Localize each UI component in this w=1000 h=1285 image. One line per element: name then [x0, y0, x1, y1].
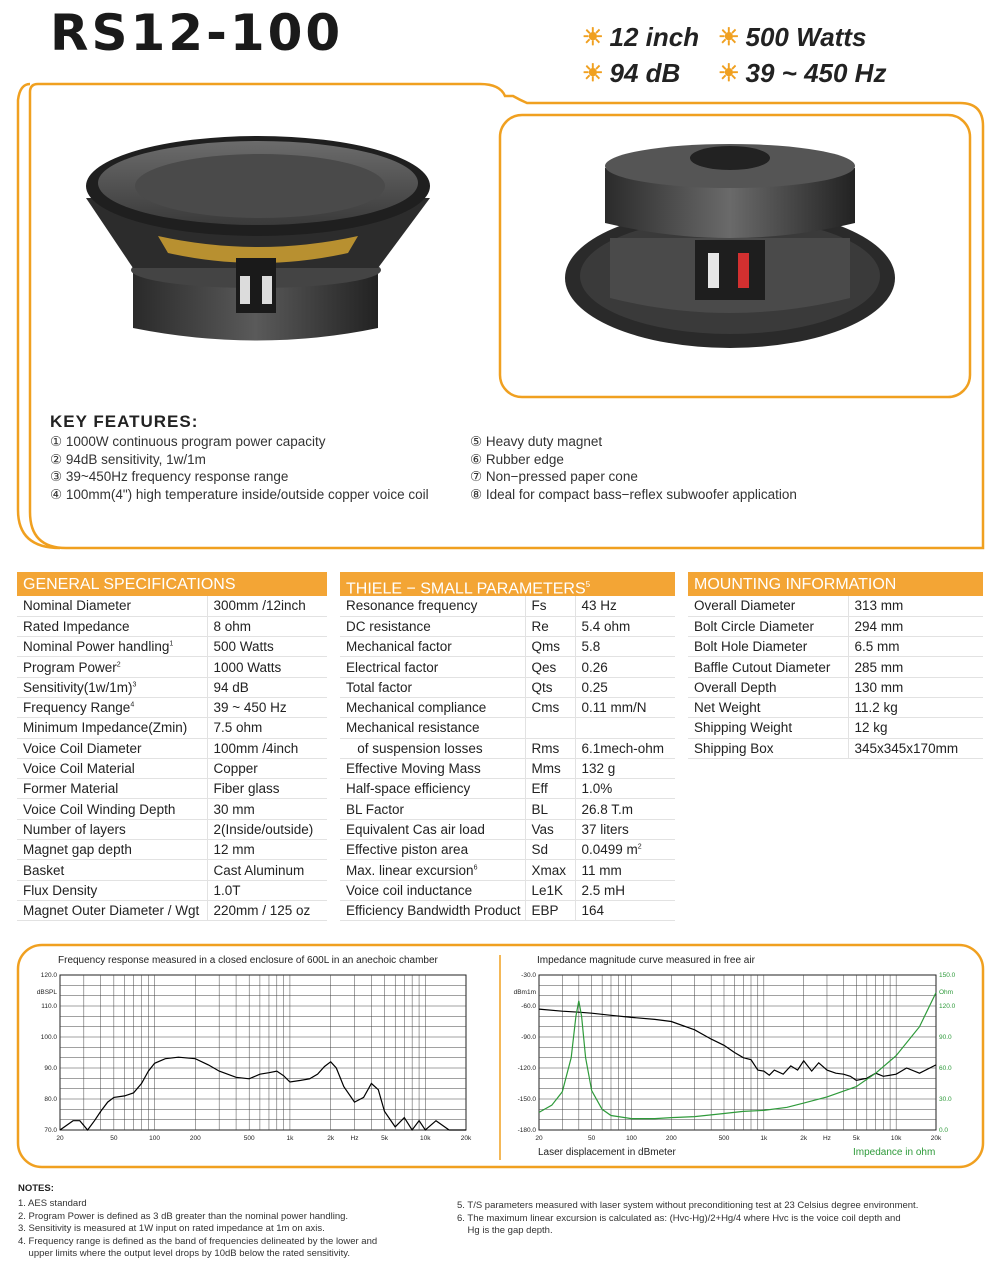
- param-label: of suspension losses: [340, 738, 525, 758]
- x-tick-label: 500: [718, 1135, 730, 1142]
- mount-value: 345x345x170mm: [848, 738, 983, 758]
- table-row: [340, 860, 675, 880]
- table-row: [340, 657, 675, 677]
- table-row: [17, 840, 327, 860]
- y-tick-label: -60.0: [521, 1003, 536, 1010]
- param-symbol: Mms: [525, 758, 575, 778]
- x-tick-label: 20: [535, 1135, 543, 1142]
- x-tick-label: 50: [588, 1135, 596, 1142]
- param-value: 5.8: [575, 637, 675, 657]
- table-row: [688, 637, 983, 657]
- mount-label: Shipping Weight: [688, 718, 848, 738]
- note-item: 1. AES standard: [18, 1198, 87, 1209]
- table-row: [340, 758, 675, 778]
- notes-title: NOTES:: [18, 1183, 54, 1194]
- general-spec-table: [17, 596, 327, 921]
- table-row: [17, 677, 327, 697]
- y-tick-label: -180.0: [517, 1127, 536, 1134]
- spec-label: Frequency Range$^4$: [17, 697, 207, 717]
- param-value: 37 liters: [575, 819, 675, 839]
- imp-chart-title: Impedance magnitude curve measured in free air: [537, 955, 755, 966]
- x-tick-label: 5k: [381, 1135, 388, 1142]
- x-tick-label: 200: [189, 1135, 201, 1142]
- spec-label: $Sensitivity(1w/1m)^3$: [17, 677, 207, 697]
- spec-value: 7.5 ohm: [207, 718, 327, 738]
- y-tick-label: 80.0: [44, 1096, 57, 1103]
- param-label: Voice coil inductance: [340, 880, 525, 900]
- param-value: 164: [575, 900, 675, 920]
- table-row: [17, 799, 327, 819]
- spec-label: Former Material: [17, 779, 207, 799]
- feature-item: ① 1000W continuous program power capacity: [50, 434, 326, 449]
- table-row: [340, 596, 675, 616]
- spec-value: 8 ohm: [207, 616, 327, 636]
- feature-item: ⑧ Ideal for compact bass−reflex subwoofer application: [470, 486, 797, 502]
- footnote-ref: 1: [169, 640, 174, 648]
- param-value: 0.25: [575, 677, 675, 697]
- x-tick-label: 100: [626, 1135, 637, 1142]
- spec-label: Nominal Diameter: [17, 596, 207, 616]
- param-symbol: Rms: [525, 738, 575, 758]
- mounting-table: [688, 596, 983, 759]
- x-tick-label: 200: [665, 1135, 677, 1142]
- spec-value: 1000 Watts: [207, 657, 327, 677]
- mount-label: Net Weight: [688, 697, 848, 717]
- mount-label: Baffle Cutout Diameter: [688, 657, 848, 677]
- mount-value: 130 mm: [848, 677, 983, 697]
- features-title: KEY FEATURES:: [50, 412, 199, 431]
- x-tick-label: 500: [243, 1135, 255, 1142]
- table-row: [340, 697, 675, 717]
- param-value: 132 g: [575, 758, 675, 778]
- table-row: [340, 840, 675, 860]
- headline-power: [718, 22, 866, 53]
- table-row: [17, 900, 327, 920]
- x-tick-label: 10k: [420, 1135, 431, 1142]
- y-tick-label: 90.0: [44, 1065, 57, 1072]
- note-item: 4. Frequency range is defined as the band of frequencies delineated by the lower and: [18, 1235, 378, 1247]
- y2-tick-label: 60.0: [939, 1065, 952, 1072]
- model-title: RS12-100: [50, 4, 344, 62]
- headline-range-text: 39 ~ 450 Hz: [745, 58, 887, 88]
- table-row: [688, 657, 983, 677]
- table-row: [17, 616, 327, 636]
- feature-item: ⑥ Rubber edge: [470, 451, 564, 467]
- spec-value: 300mm /12inch: [207, 596, 327, 616]
- footnote-ref: 6: [473, 864, 478, 871]
- param-value: 0.26: [575, 657, 675, 677]
- features-left: [50, 433, 429, 503]
- param-value: 5.4 ohm: [575, 616, 675, 636]
- spec-label: Minimum Impedance(Zmin): [17, 718, 207, 738]
- param-symbol: Qes: [525, 657, 575, 677]
- param-symbol: Le1K: [525, 880, 575, 900]
- spec-label: Voice Coil Material: [17, 758, 207, 778]
- speaker-side-image: [78, 128, 448, 358]
- y2-axis-label: Ohm: [939, 989, 954, 996]
- notes-right: [457, 1200, 918, 1238]
- speaker-back-image: [560, 128, 900, 358]
- param-symbol: Cms: [525, 697, 575, 717]
- table-row: [688, 677, 983, 697]
- spec-label: Voice Coil Diameter: [17, 738, 207, 758]
- mount-value: 294 mm: [848, 616, 983, 636]
- param-symbol: EBP: [525, 900, 575, 920]
- mount-label: Shipping Box: [688, 738, 848, 758]
- mounting-title: MOUNTING INFORMATION: [688, 572, 983, 596]
- thiele-section: [340, 572, 675, 921]
- footnote-ref: 2: [637, 843, 642, 851]
- table-row: [17, 718, 327, 738]
- mount-label: Bolt Circle Diameter: [688, 616, 848, 636]
- param-label: Electrical factor: [340, 657, 525, 677]
- x-tick-label: 2k: [327, 1135, 335, 1142]
- table-row: [17, 637, 327, 657]
- param-symbol: Vas: [525, 819, 575, 839]
- y-tick-label: -150.0: [517, 1096, 536, 1103]
- y-tick-label: -120.0: [517, 1065, 536, 1072]
- general-spec-title: GENERAL SPECIFICATIONS: [17, 572, 327, 596]
- table-row: [17, 697, 327, 717]
- param-label: Equivalent Cas air load: [340, 819, 525, 839]
- param-label: Effective Moving Mass: [340, 758, 525, 778]
- imp-left-legend: Laser displacement in dBmeter: [538, 1147, 676, 1158]
- headline-range: [718, 58, 886, 89]
- x-axis-label: Hz: [822, 1135, 831, 1142]
- frequency-response-chart: [22, 967, 482, 1147]
- param-value: 26.8 T.m: [575, 799, 675, 819]
- spec-value: Fiber glass: [207, 779, 327, 799]
- spec-value: 100mm /4inch: [207, 738, 327, 758]
- note-item: 6. The maximum linear excursion is calculated as: (Hvc-Hg)/2+Hg/4 where Hvc is the voice coil depth and: [457, 1212, 901, 1224]
- spec-value: 12 mm: [207, 840, 327, 860]
- param-label: DC resistance: [340, 616, 525, 636]
- y2-tick-label: 90.0: [939, 1034, 952, 1041]
- table-row: [17, 880, 327, 900]
- param-value: 6.1mech-ohm: [575, 738, 675, 758]
- note-item: 2. Program Power is defined as 3 dB greater than the nominal power handling.: [18, 1210, 349, 1222]
- thiele-table: [340, 596, 675, 921]
- param-value: 1.0%: [575, 779, 675, 799]
- table-row: [688, 738, 983, 758]
- plot-area: [60, 975, 466, 1130]
- param-value: 2.5 mH: [575, 880, 675, 900]
- table-row: [340, 616, 675, 636]
- spec-label: Voice Coil Winding Depth: [17, 799, 207, 819]
- features-right: [470, 433, 797, 503]
- table-row: [340, 637, 675, 657]
- mount-value: 12 kg: [848, 718, 983, 738]
- table-row: [17, 758, 327, 778]
- spec-label: Nominal Power handling$^1$: [17, 637, 207, 657]
- spec-value: 39 ~ 450 Hz: [207, 697, 327, 717]
- table-row: [17, 860, 327, 880]
- headline-power-text: 500 Watts: [745, 22, 867, 52]
- x-tick-label: 20: [56, 1135, 64, 1142]
- note-item: 5. T/S parameters measured with laser system without preconditioning test at 23 Celsius degree environment.: [457, 1200, 919, 1211]
- y2-tick-label: 120.0: [939, 1003, 956, 1010]
- spec-value: 94 dB: [207, 677, 327, 697]
- spec-value: Cast Aluminum: [207, 860, 327, 880]
- spec-value: 30 mm: [207, 799, 327, 819]
- headline-sensitivity-text: 94 dB: [609, 58, 681, 88]
- table-row: [17, 657, 327, 677]
- table-row: [688, 616, 983, 636]
- y-tick-label: 70.0: [44, 1127, 57, 1134]
- table-row: [340, 738, 675, 758]
- thiele-title: [340, 572, 675, 596]
- mount-label: Overall Depth: [688, 677, 848, 697]
- spec-value: Copper: [207, 758, 327, 778]
- y-tick-label: 100.0: [40, 1034, 57, 1041]
- mount-label: Bolt Hole Diameter: [688, 637, 848, 657]
- table-row: [688, 697, 983, 717]
- x-tick-label: 50: [110, 1135, 118, 1142]
- param-symbol: Re: [525, 616, 575, 636]
- param-symbol: [525, 718, 575, 738]
- y2-tick-label: 150.0: [939, 972, 956, 979]
- headline-size-text: 12 inch: [609, 22, 700, 52]
- param-label: Mechanical compliance: [340, 697, 525, 717]
- param-label: Efficiency Bandwidth Product: [340, 900, 525, 920]
- param-value: 11 mm: [575, 860, 675, 880]
- spec-value: 1.0T: [207, 880, 327, 900]
- table-row: [340, 819, 675, 839]
- general-spec-section: [17, 572, 327, 921]
- param-symbol: Qts: [525, 677, 575, 697]
- param-value: [575, 718, 675, 738]
- table-row: [688, 718, 983, 738]
- param-symbol: Sd: [525, 840, 575, 860]
- footnote-ref: 3: [132, 681, 137, 689]
- headline-size: [582, 22, 699, 53]
- table-row: [17, 779, 327, 799]
- mount-value: 285 mm: [848, 657, 983, 677]
- table-row: [340, 900, 675, 920]
- spec-label: Magnet Outer Diameter / Wgt: [17, 900, 207, 920]
- footnote-ref: 4: [130, 701, 135, 709]
- x-tick-label: 1k: [286, 1135, 294, 1142]
- spec-label: Number of layers: [17, 819, 207, 839]
- y2-tick-label: 30.0: [939, 1096, 952, 1103]
- param-label: Mechanical factor: [340, 637, 525, 657]
- headline-sensitivity: [582, 58, 680, 89]
- param-symbol: Qms: [525, 637, 575, 657]
- footnote-ref: 2: [116, 661, 121, 669]
- table-row: [688, 596, 983, 616]
- y-tick-label: 110.0: [41, 1003, 57, 1010]
- param-symbol: Xmax: [525, 860, 575, 880]
- param-value: 43 Hz: [575, 596, 675, 616]
- table-row: [340, 799, 675, 819]
- notes-left: [18, 1198, 377, 1261]
- param-label: Resonance frequency: [340, 596, 525, 616]
- thiele-title-sup: 5: [585, 580, 591, 589]
- y-axis-label: dBSPL: [36, 989, 57, 996]
- param-symbol: Eff: [525, 779, 575, 799]
- spec-label: Program Power$^2$: [17, 657, 207, 677]
- x-tick-label: 10k: [890, 1135, 902, 1142]
- thiele-title-text: THIELE − SMALL PARAMETERS: [346, 580, 586, 598]
- x-tick-label: 100: [149, 1135, 161, 1142]
- param-value: 0.11 mm/N: [575, 697, 675, 717]
- y2-tick-label: 0.0: [939, 1127, 949, 1134]
- spec-label: Rated Impedance: [17, 616, 207, 636]
- mounting-section: [688, 572, 983, 759]
- param-label: BL Factor: [340, 799, 525, 819]
- mount-value: 11.2 kg: [848, 697, 983, 717]
- impedance-chart: [505, 967, 975, 1147]
- note-item: upper limits where the output level drops by 10dB below the rated sensitivity.: [18, 1248, 350, 1259]
- spec-value: 500 Watts: [207, 637, 327, 657]
- imp-right-legend: Impedance in ohm: [853, 1147, 936, 1158]
- table-row: [340, 880, 675, 900]
- sun-icon: ☀: [718, 24, 740, 51]
- table-row: [340, 677, 675, 697]
- param-symbol: Fs: [525, 596, 575, 616]
- x-axis-label: Hz: [350, 1135, 359, 1142]
- param-symbol: BL: [525, 799, 575, 819]
- note-item: 3. Sensitivity is measured at 1W input on rated impedance at 1m on axis.: [18, 1223, 325, 1234]
- y-axis-label: dBm1m: [513, 989, 536, 996]
- param-value: 0.0499 $m^2$: [575, 840, 675, 860]
- sun-icon: ☀: [582, 24, 604, 51]
- note-item: Hg is the gap depth.: [457, 1225, 553, 1236]
- plot-area: [539, 975, 936, 1130]
- y-tick-label: -30.0: [521, 972, 536, 979]
- param-label: Total factor: [340, 677, 525, 697]
- x-tick-label: 20k: [460, 1135, 472, 1142]
- feature-item: ② 94dB sensitivity, 1w/1m: [50, 451, 206, 467]
- mount-value: 313 mm: [848, 596, 983, 616]
- spec-value: 2(Inside/outside): [207, 819, 327, 839]
- param-label: Half-space efficiency: [340, 779, 525, 799]
- feature-item: ④ 100mm(4") high temperature inside/outside copper voice coil: [50, 486, 429, 502]
- feature-item: ⑦ Non−pressed paper cone: [470, 469, 638, 484]
- sun-icon: ☀: [582, 60, 604, 87]
- y-tick-label: -90.0: [521, 1034, 536, 1041]
- feature-item: ③ 39~450Hz frequency response range: [50, 469, 289, 484]
- x-tick-label: 5k: [852, 1135, 860, 1142]
- y-tick-label: 120.0: [40, 972, 57, 979]
- param-label: Mechanical resistance: [340, 718, 525, 738]
- spec-label: Magnet gap depth: [17, 840, 207, 860]
- feature-item: ⑤ Heavy duty magnet: [470, 434, 603, 449]
- freq-chart-title: Frequency response measured in a closed enclosure of 600L in an anechoic chamber: [58, 955, 438, 966]
- spec-value: 220mm / 125 oz: [207, 900, 327, 920]
- param-label: Effective piston area: [340, 840, 525, 860]
- param-label: Max. linear excursion$^6$: [340, 860, 525, 880]
- table-row: [340, 718, 675, 738]
- table-row: [17, 596, 327, 616]
- table-row: [340, 779, 675, 799]
- spec-label: Basket: [17, 860, 207, 880]
- table-row: [17, 819, 327, 839]
- x-tick-label: 1k: [760, 1135, 768, 1142]
- table-row: [17, 738, 327, 758]
- x-tick-label: 20k: [930, 1135, 942, 1142]
- mount-value: 6.5 mm: [848, 637, 983, 657]
- x-tick-label: 2k: [800, 1135, 808, 1142]
- sun-icon: ☀: [718, 60, 740, 87]
- mount-label: Overall Diameter: [688, 596, 848, 616]
- spec-label: Flux Density: [17, 880, 207, 900]
